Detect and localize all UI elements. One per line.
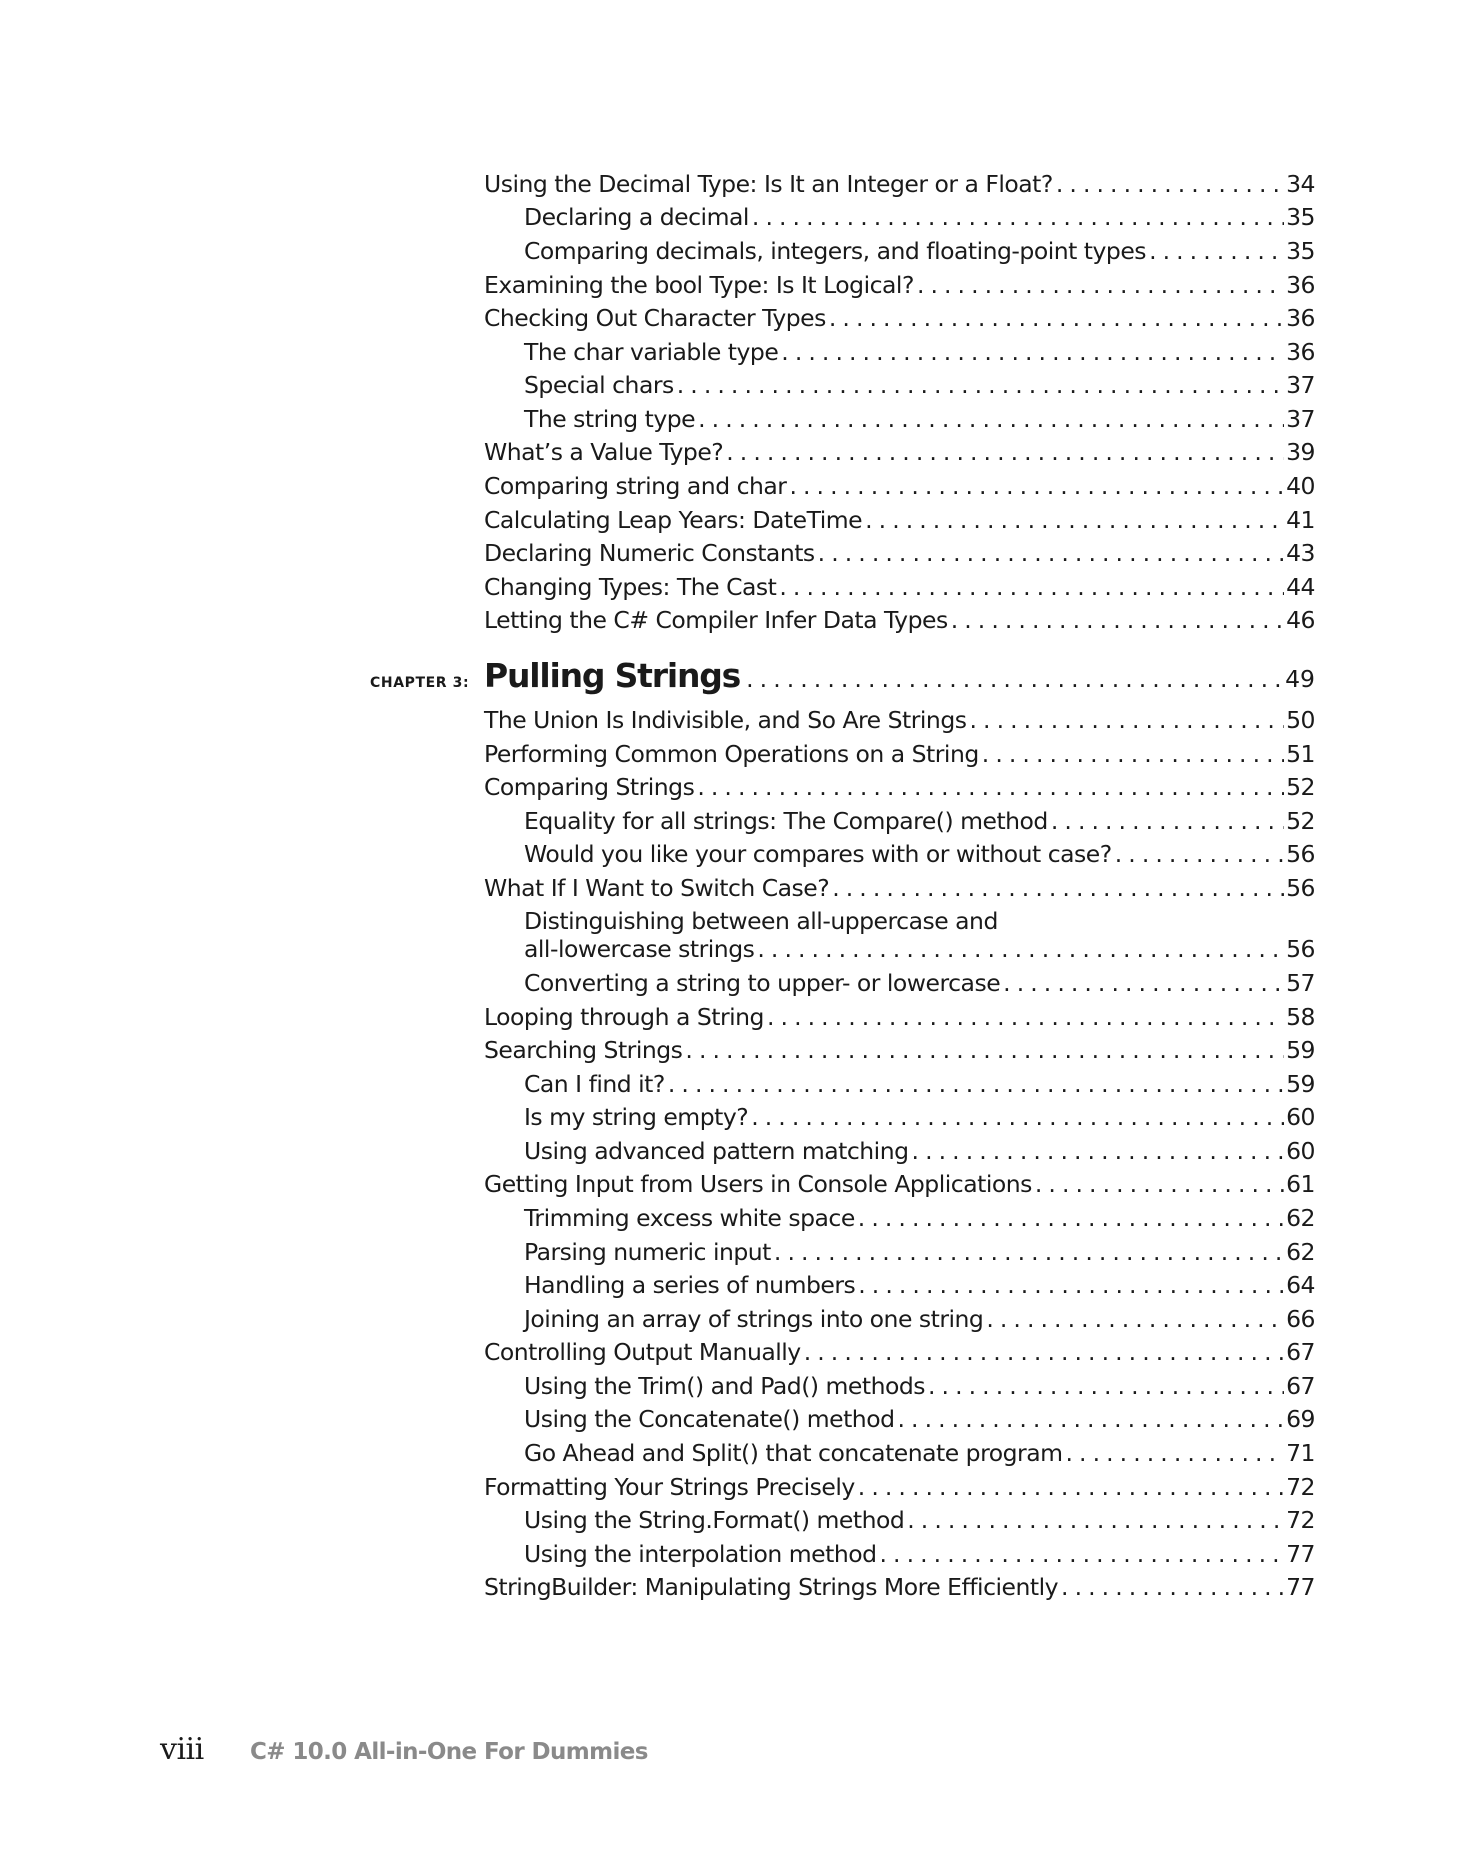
dot-leader: [757, 934, 1284, 964]
toc-entry: [484, 1002, 1315, 1032]
toc-entry-page: 58: [1286, 1003, 1315, 1031]
toc-entry: [484, 471, 1315, 501]
dot-leader: [779, 572, 1284, 602]
toc-entry-title: The string type: [524, 405, 696, 433]
toc-subentry: [524, 1069, 1315, 1099]
toc-entry-page: 36: [1286, 338, 1315, 366]
dot-leader: [781, 337, 1284, 367]
toc-entry-title: Looping through a String: [484, 1003, 764, 1031]
toc-entry-title: Calculating Leap Years: DateTime: [484, 506, 863, 534]
toc-entry-title: Formatting Your Strings Precisely: [484, 1473, 855, 1501]
toc-entry: [484, 572, 1315, 602]
toc-entry-page: 52: [1286, 807, 1315, 835]
toc-entry-page: 36: [1286, 304, 1315, 332]
toc-entry-title: Getting Input from Users in Console Applications: [484, 1170, 1032, 1198]
toc-entry-title: Checking Out Character Types: [484, 304, 826, 332]
toc-entry-title: StringBuilder: Manipulating Strings More Efficiently: [484, 1573, 1059, 1601]
toc-subentry: [524, 1404, 1315, 1434]
dot-leader: [880, 1539, 1285, 1569]
toc-subentry: [524, 1304, 1315, 1334]
toc-entry-title: Controlling Output Manually: [484, 1338, 801, 1366]
toc-entry: [484, 739, 1315, 769]
toc-entry-page: 56: [1286, 935, 1315, 963]
toc-entry-title: Would you like your compares with or without case?: [524, 840, 1112, 868]
toc-entry-page: 34: [1286, 170, 1315, 198]
chapter-title: Pulling Strings: [484, 656, 741, 695]
toc-entry-page: 43: [1286, 539, 1315, 567]
toc-subentry: [524, 1136, 1315, 1166]
toc-entry-title: Joining an array of strings into one string: [524, 1305, 984, 1333]
toc-entry-title: Comparing decimals, integers, and floating-point types: [524, 237, 1147, 265]
toc-entry-title: Trimming excess white space: [524, 1204, 855, 1232]
toc-entry-title: The Union Is Indivisible, and So Are Strings: [484, 706, 967, 734]
toc-subentry: [524, 1270, 1315, 1300]
toc-entry-title: Parsing numeric input: [524, 1238, 771, 1266]
toc-entry-page: 35: [1286, 237, 1315, 265]
dot-leader: [829, 303, 1284, 333]
toc-entry-title: Examining the bool Type: Is It Logical?: [484, 271, 914, 299]
toc-entry-page: 59: [1286, 1036, 1315, 1064]
dot-leader: [1051, 806, 1284, 836]
toc-entry: [484, 605, 1315, 635]
toc-entry-page: 39: [1286, 438, 1315, 466]
toc-entry-title: Changing Types: The Cast: [484, 573, 777, 601]
dot-leader: [751, 1102, 1284, 1132]
dot-leader: [789, 471, 1284, 501]
dot-leader: [832, 873, 1284, 903]
toc-subentry-line1: Distinguishing between all-uppercase and: [524, 907, 998, 935]
toc-subentry: [524, 934, 1315, 964]
toc-entry-title: What’s a Value Type?: [484, 438, 724, 466]
toc-entry-page: 36: [1286, 271, 1315, 299]
toc-entry-page: 66: [1286, 1305, 1315, 1333]
dot-leader: [986, 1304, 1284, 1334]
toc-entry-page: 46: [1286, 606, 1315, 634]
toc-subentry: [524, 337, 1315, 367]
toc-entry-title: Special chars: [524, 371, 674, 399]
toc-entry-title: What If I Want to Switch Case?: [484, 874, 830, 902]
toc-subentry: [524, 1505, 1315, 1535]
toc-entry-title: Using the Concatenate() method: [524, 1405, 895, 1433]
dot-leader: [1115, 839, 1284, 869]
page-number: viii: [160, 1732, 204, 1767]
toc-entry-title: Using the Decimal Type: Is It an Integer or a Float?: [484, 170, 1053, 198]
toc-entry: [484, 270, 1315, 300]
dot-leader: [1035, 1169, 1284, 1199]
toc-subentry: [524, 1102, 1315, 1132]
dot-leader: [1003, 968, 1284, 998]
toc-entry: [484, 538, 1315, 568]
toc-entry-title: Performing Common Operations on a String: [484, 740, 979, 768]
toc-subentry: [524, 1539, 1315, 1569]
dot-leader: [767, 1002, 1284, 1032]
toc-entry-title: Converting a string to upper- or lowercase: [524, 969, 1001, 997]
dot-leader: [907, 1505, 1284, 1535]
dot-leader: [774, 1237, 1284, 1267]
dot-leader: [982, 739, 1284, 769]
toc-entry-page: 44: [1286, 573, 1315, 601]
toc-entry-page: 40: [1286, 472, 1315, 500]
toc-entry-title: Can I find it?: [524, 1070, 665, 1098]
toc-entry: [484, 303, 1315, 333]
dot-leader: [865, 505, 1284, 535]
toc-entry-page: 77: [1286, 1540, 1315, 1568]
dot-leader: [752, 202, 1284, 232]
dot-leader: [818, 538, 1284, 568]
dot-leader: [912, 1136, 1285, 1166]
toc-entry-page: 41: [1286, 506, 1315, 534]
toc-entry: [484, 873, 1315, 903]
dot-leader: [917, 270, 1284, 300]
toc-entry-page: 60: [1286, 1137, 1315, 1165]
dot-leader: [858, 1270, 1284, 1300]
dot-leader: [928, 1371, 1284, 1401]
toc-entry-page: 59: [1286, 1070, 1315, 1098]
toc-entry-page: 62: [1286, 1238, 1315, 1266]
toc-subentry: [524, 839, 1315, 869]
toc-subentry: [524, 236, 1315, 266]
toc-entry-title: Declaring a decimal: [524, 203, 749, 231]
dot-leader: [677, 370, 1284, 400]
toc-entry-title: Equality for all strings: The Compare() method: [524, 807, 1048, 835]
toc-entry-title: Declaring Numeric Constants: [484, 539, 815, 567]
toc-entry: [484, 1472, 1315, 1502]
toc-entry-page: 37: [1286, 371, 1315, 399]
toc-entry-title: Using the interpolation method: [524, 1540, 877, 1568]
toc-subentry: [524, 404, 1315, 434]
toc-entry-page: 35: [1286, 203, 1315, 231]
dot-leader: [951, 605, 1284, 635]
toc-entry-page: 60: [1286, 1103, 1315, 1131]
toc-entry-title: The char variable type: [524, 338, 779, 366]
toc-entry-title: Go Ahead and Split() that concatenate program: [524, 1439, 1063, 1467]
toc-entry: [484, 1337, 1315, 1367]
toc-subentry: [524, 1203, 1315, 1233]
toc-subentry: [524, 1237, 1315, 1267]
toc-entry: [484, 705, 1315, 735]
toc-subentry: [524, 370, 1315, 400]
dot-leader: [858, 1203, 1284, 1233]
toc-entry-page: 71: [1286, 1439, 1315, 1467]
toc-entry-page: 62: [1286, 1204, 1315, 1232]
toc-entry-page: 69: [1286, 1405, 1315, 1433]
dot-leader: [898, 1404, 1285, 1434]
toc-entry-page: 51: [1286, 740, 1315, 768]
dot-leader: [1056, 169, 1284, 199]
toc-entry-title: Comparing string and char: [484, 472, 787, 500]
dot-leader: [858, 1472, 1284, 1502]
dot-leader: [1066, 1438, 1285, 1468]
toc-entry-page: 57: [1286, 969, 1315, 997]
dot-leader: [1149, 236, 1284, 266]
toc-subentry: [524, 202, 1315, 232]
toc-entry: [484, 437, 1315, 467]
toc-entry-title: all-lowercase strings: [524, 935, 755, 963]
dot-leader: [668, 1069, 1284, 1099]
dot-leader: [698, 404, 1284, 434]
toc-entry-page: 56: [1286, 874, 1315, 902]
toc-subentry: [524, 1371, 1315, 1401]
toc-entry: [484, 1169, 1315, 1199]
toc-entry-page: 72: [1286, 1473, 1315, 1501]
toc-entry-page: 72: [1286, 1506, 1315, 1534]
chapter-page: 49: [1285, 665, 1315, 693]
toc-entry-title: Using the String.Format() method: [524, 1506, 905, 1534]
toc-entry-page: 77: [1286, 1573, 1315, 1601]
toc-subentry: [524, 806, 1315, 836]
dot-leader: [685, 1035, 1284, 1065]
running-footer-title: C# 10.0 All-in-One For Dummies: [250, 1739, 648, 1765]
toc-entry-page: 64: [1286, 1271, 1315, 1299]
toc-entry-title: Using advanced pattern matching: [524, 1137, 909, 1165]
toc-subentry: [524, 968, 1315, 998]
toc-entry: [484, 1572, 1315, 1602]
dot-leader: [746, 665, 1282, 693]
toc-entry-title: Using the Trim() and Pad() methods: [524, 1372, 925, 1400]
toc-entry-page: 61: [1286, 1170, 1315, 1198]
toc-entry-title: Handling a series of numbers: [524, 1271, 856, 1299]
toc-entry: [484, 169, 1315, 199]
toc-entry-title: Searching Strings: [484, 1036, 683, 1064]
toc-entry-title: Comparing Strings: [484, 773, 695, 801]
dot-leader: [969, 705, 1284, 735]
toc-entry-page: 52: [1286, 773, 1315, 801]
toc-subentry: [524, 1438, 1315, 1468]
dot-leader: [697, 772, 1284, 802]
chapter-heading: [484, 656, 1315, 695]
toc-entry-title: Is my string empty?: [524, 1103, 749, 1131]
dot-leader: [726, 437, 1284, 467]
toc-entry-page: 56: [1286, 840, 1315, 868]
toc-entry-page: 50: [1286, 706, 1315, 734]
toc-entry: [484, 505, 1315, 535]
toc-entry-page: 67: [1286, 1338, 1315, 1366]
toc-entry-page: 37: [1286, 405, 1315, 433]
dot-leader: [804, 1337, 1284, 1367]
toc-entry-title: Letting the C# Compiler Infer Data Types: [484, 606, 948, 634]
toc-entry: [484, 1035, 1315, 1065]
toc-entry-page: 67: [1286, 1372, 1315, 1400]
dot-leader: [1061, 1572, 1284, 1602]
toc-entry: [484, 772, 1315, 802]
chapter-label: CHAPTER 3:: [370, 675, 470, 691]
